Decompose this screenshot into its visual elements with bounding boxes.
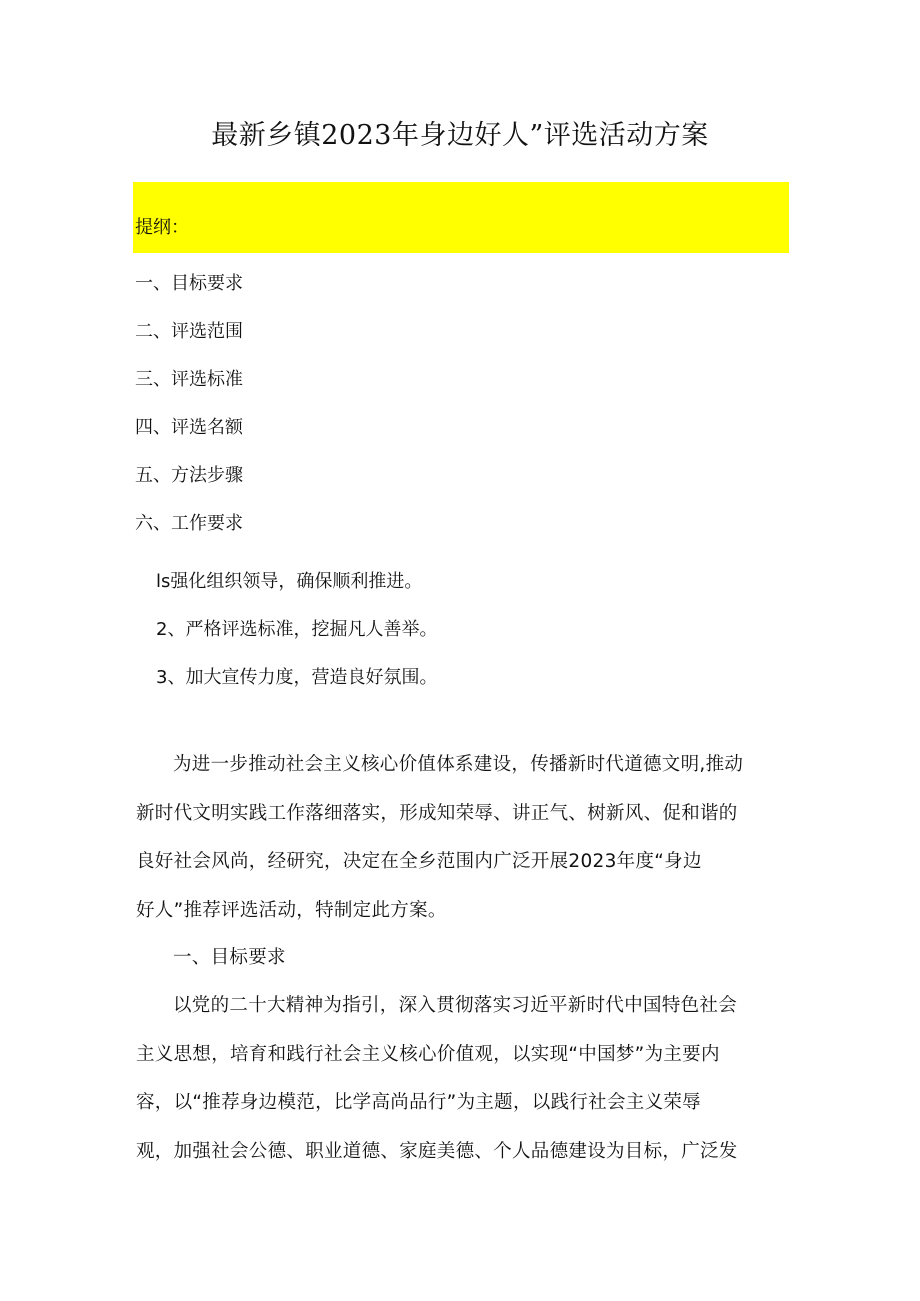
section-heading: 一、目标要求 [173,947,286,968]
section-line-4: 观，加强社会公德、职业道德、家庭美德、个人品德建设为目标，广泛发 [136,1141,738,1162]
section-line-3: 容，以“推荐身边模范，比学高尚品行”为主题，以践行社会主义荣辱 [136,1092,701,1113]
outline-item-6: 六、工作要求 [135,513,243,534]
outline-item-1: 一、目标要求 [135,273,243,294]
outline-item-2: 二、评选范围 [135,321,243,342]
sub-item-3: 3、加大宣传力度，营造良好氛围。 [156,667,438,688]
section-line-1: 以党的二十大精神为指引，深入贯彻落实习近平新时代中国特色社会 [173,995,738,1016]
section-line-2: 主义思想，培育和践行社会主义核心价值观，以实现“中国梦”为主要内 [136,1044,720,1065]
document-title: 最新乡镇2023年身边好人”评选活动方案 [211,120,709,151]
outline-highlight [133,182,789,253]
outline-label: 提纲： [135,217,189,238]
intro-line-1: 为进一步推动社会主义核心价值体系建设，传播新时代道德文明,推动 [173,754,744,775]
sub-item-2: 2、严格评选标准，挖掘凡人善举。 [156,619,438,640]
outline-item-4: 四、评选名额 [135,417,243,438]
outline-item-5: 五、方法步骤 [135,465,243,486]
intro-line-3: 良好社会风尚，经研究，决定在全乡范围内广泛开展2023年度“身边 [136,851,702,872]
intro-line-2: 新时代文明实践工作落细落实，形成知荣辱、讲正气、树新风、促和谐的 [136,803,738,824]
intro-line-4: 好人”推荐评选活动，特制定此方案。 [136,900,447,921]
sub-item-1: ls强化组织领导，确保顺利推进。 [156,571,423,592]
outline-item-3: 三、评选标准 [135,369,243,390]
